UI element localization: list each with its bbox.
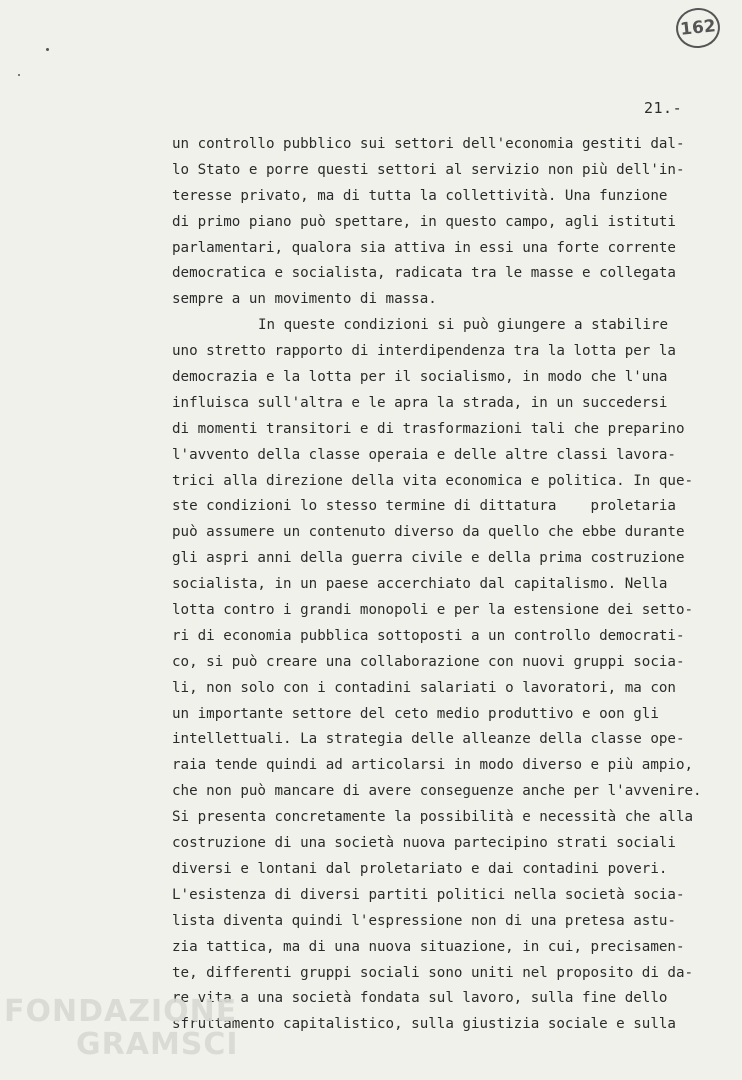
watermark-line: GRAMSCI (76, 1027, 239, 1062)
text-line: lo Stato e porre questi settori al servizio non più dell'in- (172, 161, 685, 178)
text-line: Si presenta concretamente la possibilità e necessità che alla (172, 809, 694, 826)
text-line: L'esistenza di diversi partiti politici nella società socia- (172, 886, 685, 903)
text-line-indented: In queste condizioni si può giungere a stabilire (258, 317, 668, 334)
text-line: di primo piano può spettare, in questo campo, agli istituti (172, 213, 676, 230)
text-line: sfruttamento capitalistico, sulla giustizia sociale e sulla (172, 1016, 676, 1033)
archive-watermark (4, 994, 239, 1075)
text-line: socialista, in un paese accerchiato dal capitalismo. Nella (172, 576, 668, 593)
text-line: democrazia e la lotta per il socialismo, in modo che l'una (172, 369, 668, 386)
paper-speck (18, 74, 20, 76)
paper-speck (46, 48, 49, 51)
text-line: raia tende quindi ad articolarsi in modo diverso e più ampio, (172, 757, 694, 774)
text-line: zia tattica, ma di una nuova situazione, in cui, precisamen- (172, 938, 685, 955)
text-line: teresse privato, ma di tutta la collettività. Una funzione (172, 187, 668, 204)
text-line: co, si può creare una collaborazione con nuovi gruppi socia- (172, 653, 685, 670)
text-line: gli aspri anni della guerra civile e della prima costruzione (172, 550, 685, 567)
text-line: lista diventa quindi l'espressione non di una pretesa astu- (172, 912, 676, 929)
text-line: sempre a un movimento di massa. (172, 291, 437, 308)
text-line: che non può mancare di avere conseguenze anche per l'avvenire. (172, 783, 702, 800)
text-line: parlamentari, qualora sia attiva in essi una forte corrente (172, 239, 676, 256)
text-line: re vita a una società fondata sul lavoro, sulla fine dello (172, 990, 668, 1007)
text-line: costruzione di una società nuova partecipino strati sociali (172, 835, 676, 852)
text-line: trici alla direzione della vita economica e politica. In que- (172, 472, 694, 489)
archive-stamp: 162 (674, 6, 722, 50)
text-line: un importante settore del ceto medio produttivo e oon gli (172, 705, 659, 722)
text-line: ri di economia pubblica sottoposti a un controllo democrati- (172, 627, 685, 644)
text-line: di momenti transitori e di trasformazioni tali che preparino (172, 420, 685, 437)
text-line: lotta contro i grandi monopoli e per la estensione dei setto- (172, 602, 694, 619)
text-line: può assumere un contenuto diverso da quello che ebbe durante (172, 524, 685, 541)
text-line: democratica e socialista, radicata tra le masse e collegata (172, 265, 676, 282)
text-line: intellettuali. La strategia delle alleanze della classe ope- (172, 731, 685, 748)
text-line: te, differenti gruppi sociali sono uniti nel proposito di da- (172, 964, 694, 981)
text-line: un controllo pubblico sui settori dell'economia gestiti dal- (172, 136, 685, 152)
page-number: 21.- (644, 99, 683, 117)
text-line: diversi e lontani dal proletariato e dai contadini poveri. (172, 860, 668, 877)
body-text (172, 132, 720, 1038)
text-line: ste condizioni lo stesso termine di dittatura proletaria (172, 498, 676, 515)
text-line: l'avvento della classe operaia e delle altre classi lavora- (172, 446, 676, 463)
watermark-line: FONDAZIONE (4, 994, 238, 1029)
text-line: uno stretto rapporto di interdipendenza tra la lotta per la (172, 343, 676, 360)
text-line: influisca sull'altra e le apra la strada, in un succedersi (172, 394, 668, 411)
text-line: li, non solo con i contadini salariati o lavoratori, ma con (172, 679, 676, 696)
